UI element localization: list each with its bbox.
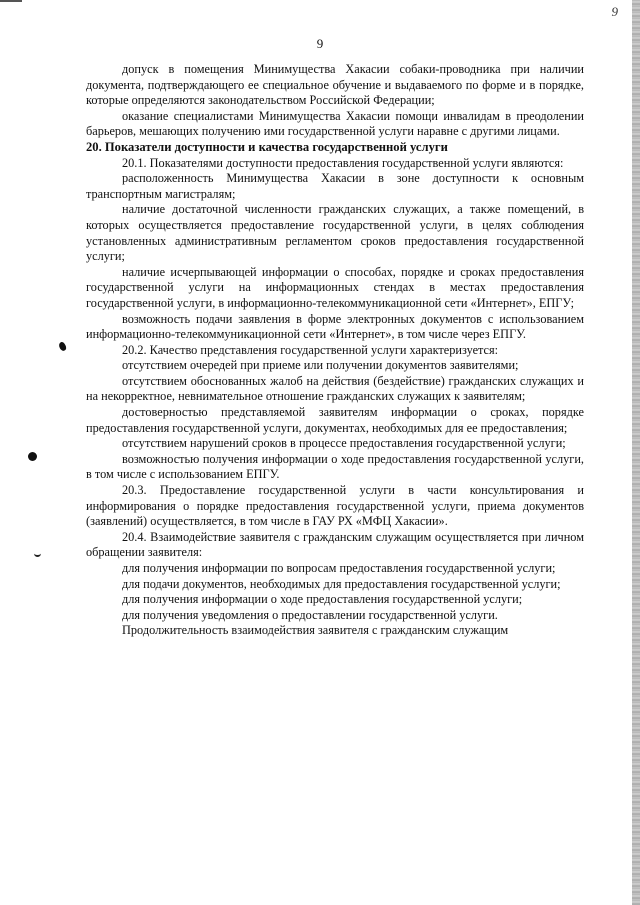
paragraph: для получения информации по вопросам предоставления государственной услуги; <box>122 561 556 575</box>
page-number: 9 <box>316 36 324 51</box>
paragraph: для получения уведомления о предоставлении государственной услуги. <box>122 607 498 622</box>
paragraph: возможностью получения информации о ходе предоставления государственной услуги, в том числе с использованием ЕПГУ. <box>86 451 584 482</box>
paragraph: допуск в помещения Минимущества Хакасии собаки-проводника при наличии документа, подтверждающего ее специальное обучение и выдаваемого по форме и в порядке, которые определяются законодательством Российской Федерации; <box>86 62 584 108</box>
paragraph: возможность подачи заявления в форме электронных документов с использованием информационно-телекоммуникационной сети «Интернет», в том числе через ЕПГУ. <box>86 311 584 342</box>
paragraph: отсутствием очередей при приеме или получении документов заявителями; <box>122 358 519 373</box>
paragraph: отсутствием обоснованных жалоб на действия (бездействие) гражданских служащих и на некорректное, невнимательное отношение гражданских служащих к заявителям; <box>86 373 584 404</box>
paragraph: Продолжительность взаимодействия заявителя с гражданским служащим <box>122 623 509 638</box>
paragraph: расположенность Минимущества Хакасии в зоне доступности к основным транспортным магистралям; <box>86 171 584 201</box>
scan-edge-shadow <box>632 0 640 905</box>
paragraph: для получения информации о ходе предоставления государственной услуги; <box>122 592 523 607</box>
paragraph: оказание специалистами Минимущества Хакасии помощи инвалидам в преодолении барьеров, мешающих получению ими государственной услуги наравне с другими лицами. <box>86 108 584 139</box>
paragraph: наличие достаточной численности гражданских служащих, а также помещений, в которых осуществляется предоставление государственной услуги, в целях соблюдения установленных административным регламентом сроков предоставления государственной услуги; <box>86 202 584 264</box>
paragraph: 20.4. Взаимодействие заявителя с гражданским служащим осуществляется при личном обращении заявителя: <box>86 529 584 560</box>
paragraph: 20.2. Качество представления государственной услуги характеризуется: <box>122 342 499 357</box>
paragraph: 20.1. Показателями доступности предоставления государственной услуги являются: <box>122 155 564 170</box>
paragraph: 20.3. Предоставление государственной услуги в части консультирования и информирования о порядке предоставления государственной услуги, приема документов (заявлений) осуществляется, в том числе в ГАУ РХ «МФЦ Хакасии». <box>86 483 584 529</box>
document-body <box>86 62 584 639</box>
scan-corner-mark <box>0 0 22 2</box>
paragraph: наличие исчерпывающей информации о способах, порядке и сроках предоставления государственной услуги на информационных стендах в местах предоставления государственной услуги, в информационно-телекоммуникационной сети «Интернет», ЕПГУ; <box>86 264 584 310</box>
ink-blot <box>58 341 68 352</box>
paragraph: для подачи документов, необходимых для предоставления государственной услуги; <box>122 576 561 591</box>
paragraph: достоверностью представляемой заявителям информации о сроках, порядке предоставления государственной услуги, документах, необходимых для ее предоставления; <box>86 405 584 435</box>
margin-tick-mark <box>34 551 41 557</box>
paragraph: отсутствием нарушений сроков в процессе предоставления государственной услуги; <box>122 436 566 451</box>
section-heading: 20. Показатели доступности и качества государственной услуги <box>86 139 448 154</box>
handwritten-page-mark: 9 <box>611 4 618 19</box>
ink-blot <box>28 452 37 461</box>
